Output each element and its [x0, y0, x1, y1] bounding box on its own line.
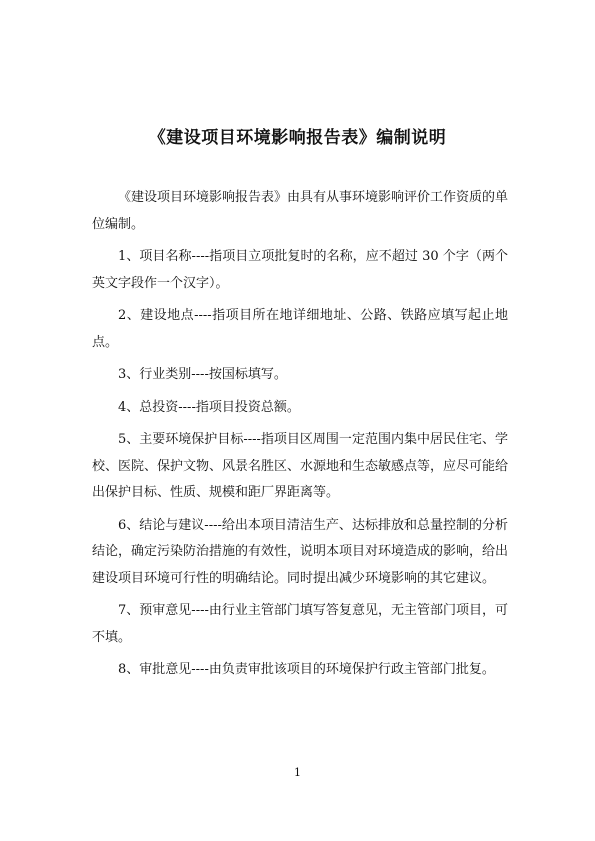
page-number: 1: [294, 766, 301, 779]
paragraph-industry-category: 3、行业类别----按国标填写。: [118, 367, 287, 382]
document-body: [92, 185, 508, 690]
paragraph-intro: 《建设项目环境影响报告表》由具有从事环境影响评价工作资质的单位编制。: [92, 190, 509, 232]
paragraph-conclusions: 6、结论与建议----给出本项目清洁生产、达标排放和总量控制的分析结论，确定污染防治措施的有效性，说明本项目对环境造成的影响，给出建设项目环境可行性的明确结论。同时提出减少环境影响的其它建议。: [92, 517, 509, 586]
paragraph-construction-site: 2、建设地点----指项目所在地详细地址、公路、铁路应填写起止地点。: [92, 308, 508, 350]
paragraph-protection-targets: 5、主要环境保护目标----指项目区周围一定范围内集中居民住宅、学校、医院、保护文物、风景名胜区、水源地和生态敏感点等，应尽可能给出保护目标、性质、规模和距厂界距离等。: [92, 432, 509, 500]
document-title: 《建设项目环境影响报告表》编制说明: [148, 128, 447, 148]
paragraph-approval-opinion: 8、审批意见----由负责审批该项目的环境保护行政主管部门批复。: [118, 662, 495, 677]
paragraph-preliminary-review: 7、预审意见----由行业主管部门填写答复意见，无主管部门项目，可不填。: [92, 603, 508, 645]
paragraph-project-name: 1、项目名称----指项目立项批复时的名称，应不超过 30 个字（两个英文字段作一个汉字）。: [92, 249, 508, 291]
paragraph-total-investment: 4、总投资----指项目投资总额。: [118, 399, 300, 415]
